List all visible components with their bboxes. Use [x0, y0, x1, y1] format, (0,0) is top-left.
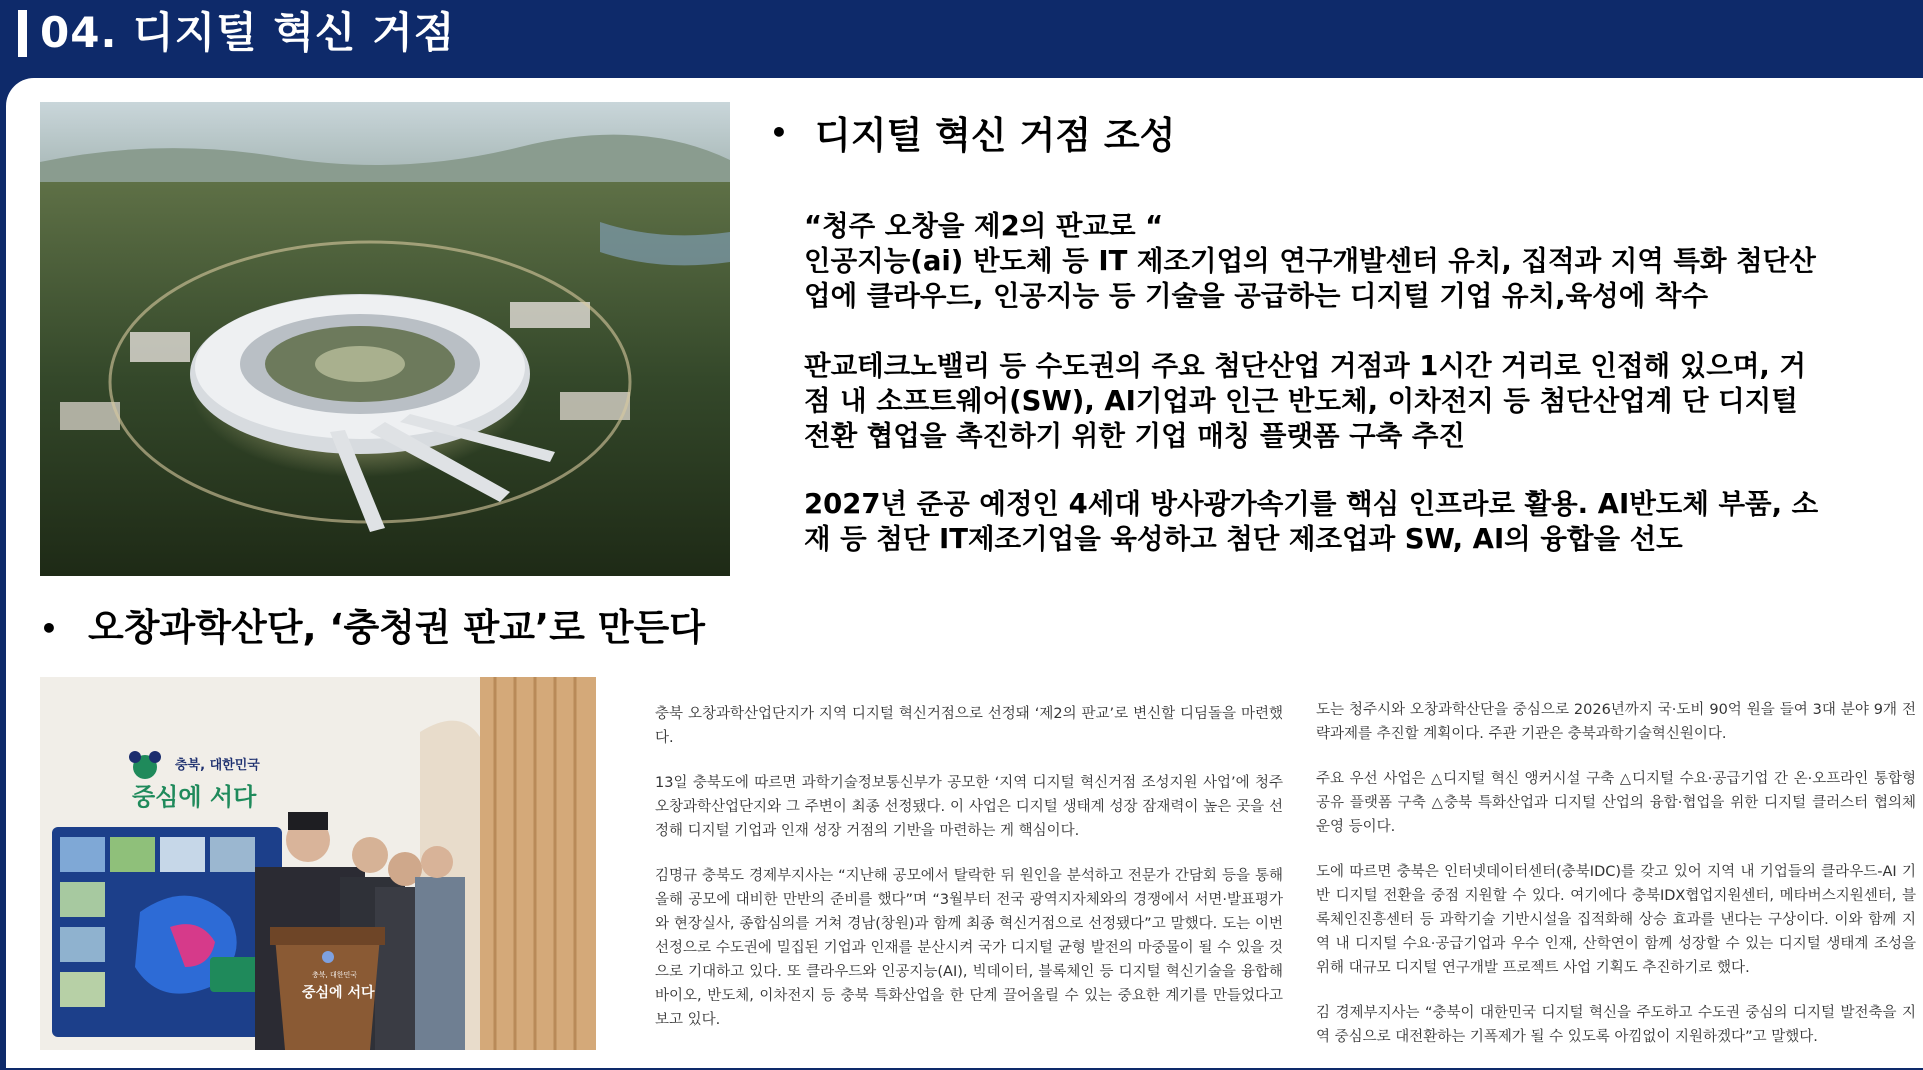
podium-logo-icon [322, 951, 334, 963]
section-heading-innovation-hub: 디지털 혁신 거점 조성 [815, 114, 1176, 157]
accelerator-illustration [40, 102, 730, 576]
body-paragraph-1: “청주 오창을 제2의 판교로 “ 인공지능(ai) 반도체 등 IT 제조기업의 연구개발센터 유치, 집적과 지역 특화 첨단산 업에 클라우드, 인공지능 등 기술을 공급하는 디지털 기업 유치,육성에 착수 [804, 210, 1816, 312]
article-paragraph: 도는 청주시와 오창과학산단을 중심으로 2026년까지 국·도비 90억 원을 들여 3대 분야 9개 전략과제를 추진할 계획이다. 주관 기관은 충북과학기술혁신원이다. [1316, 702, 1916, 742]
bullet-dot: • [770, 116, 788, 149]
article-paragraph: 충북 오창과학산업단지가 지역 디지털 혁신거점으로 선정돼 ‘제2의 판교’로 변신할 디딤돌을 마련했다. [655, 706, 1283, 746]
accelerator-aerial-photo [40, 102, 730, 576]
press-briefing-illustration [40, 677, 596, 1050]
article-paragraph: 주요 우선 사업은 △디지털 혁신 앵커시설 구축 △디지털 수요·공급기업 간 온·오프라인 통합형 공유 플랫폼 구축 △충북 특화산업과 디지털 산업의 융합·협업을 위한 디지털 클러스터 협의체 운영 등이다. [1316, 771, 1916, 835]
press-briefing-photo [40, 677, 596, 1050]
page-title: 04. 디지털 혁신 거점 [40, 8, 456, 57]
sign-text-line1: 충북, 대한민국 [175, 758, 260, 773]
bullet-dot: • [40, 612, 58, 645]
body-paragraph-3: 2027년 준공 예정인 4세대 방사광가속기를 핵심 인프라로 활용. AI반도체 부품, 소 재 등 첨단 IT제조기업을 육성하고 첨단 제조업과 SW, AI의 융합을 선도 [804, 488, 1819, 555]
sign-text-line2: 중심에 서다 [132, 783, 257, 811]
header-accent-bar [18, 10, 27, 57]
article-paragraph: 도에 따르면 충북은 인터넷데이터센터(충북IDC)를 갖고 있어 지역 내 기업들의 클라우드-AI 기반 디지털 전환을 중점 지원할 수 있다. 여기에다 충북IDX협업지원센터, 메타버스지원센터, 블록체인진흥센터 등 과학기술 기반시설을 집적화해 상승 효과를 낸다는 구상이다. 이와 함께 지역 내 디지털 수요·공급기업과 우수 인재, 산학연이 함께 성장할 수 있는 디지털 생태계 조성을 위해 대규모 디지털 연구개발 프로젝트 사업 기획도 추진하기로 했다. [1316, 864, 1916, 976]
section-heading-ochang: 오창과학산단, ‘충청권 판교’로 만든다 [88, 606, 705, 649]
article-column-2 [1316, 698, 1916, 1070]
article-paragraph: 13일 충북도에 따르면 과학기술정보통신부가 공모한 ‘지역 디지털 혁신거점 조성지원 사업’에 청주 오창과학산업단지와 그 주변이 최종 선정됐다. 이 사업은 디지털 생태계 성장 잠재력이 높은 곳을 선정해 디지털 기업과 인재 성장 거점의 기반을 마련하는 게 핵심이다. [655, 775, 1283, 839]
article-paragraph: 김 경제부지사는 “충북이 대한민국 디지털 혁신을 주도하고 수도권 중심의 디지털 발전축을 지역 중심으로 대전환하는 기폭제가 될 수 있도록 아낌없이 지원하겠다”고 말했다. [1316, 1005, 1916, 1045]
podium-text-line1: 충북, 대한민국 [312, 971, 358, 979]
article-paragraph: 김명규 충북도 경제부지사는 “지난해 공모에서 탈락한 뒤 원인을 분석하고 전문가 간담회 등을 통해 올해 공모에 대비한 만반의 준비를 했다”며 “3월부터 전국 광역지자체와의 경쟁에서 서면·발표평가와 현장실사, 종합심의를 거쳐 경남(창원)과 함께 최종 혁신거점으로 선정됐다”고 말했다. 도는 이번 선정으로 수도권에 밀집된 기업과 인재를 분산시켜 국가 디지털 균형 발전의 마중물이 될 수 있을 것으로 기대하고 있다. 또 클라우드와 인공지능(AI), 빅데이터, 블록체인 등 디지털 혁신기술을 융합해 바이오, 반도체, 이차전지 등 충북 특화산업을 한 단계 끌어올릴 수 있는 중요한 계기를 만들었다고 보고 있다. [655, 868, 1283, 1028]
podium-text-line2: 중심에 서다 [302, 985, 375, 1001]
body-paragraph-2: 판교테크노밸리 등 수도권의 주요 첨단산업 거점과 1시간 거리로 인접해 있으며, 거 점 내 소프트웨어(SW), AI기업과 인근 반도체, 이차전지 등 첨단산업계 단 디지털 전환 협업을 촉진하기 위한 기업 매칭 플랫폼 구축 추진 [804, 350, 1806, 452]
article-column-1 [655, 702, 1283, 1053]
